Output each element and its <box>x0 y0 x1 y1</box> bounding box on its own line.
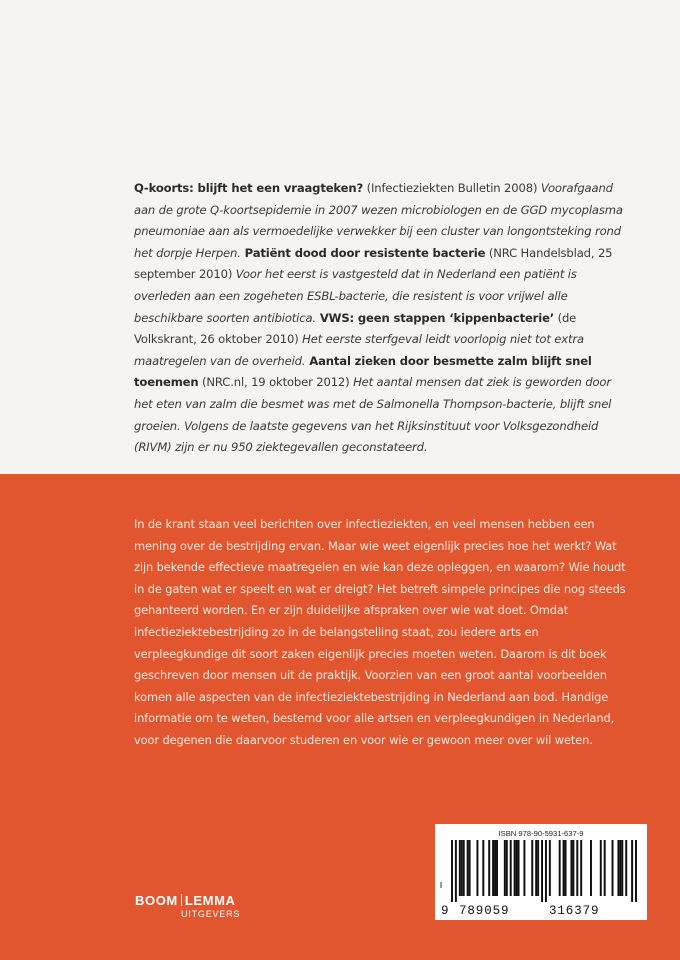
barcode-bar <box>531 840 533 896</box>
barcode-bar <box>600 840 602 896</box>
barcode-bar <box>545 840 547 902</box>
barcode-bar <box>565 840 567 896</box>
quote-4-title: Aantal zieken door besmette zalm blijft snel toenemen <box>134 353 592 390</box>
barcode-bar <box>494 840 496 896</box>
barcode-bar <box>604 840 606 896</box>
barcode-digits-left: 789059 <box>459 904 510 918</box>
quote-2-source: (NRC Handelsblad, 25 september 2010) <box>134 245 613 282</box>
logo-divider <box>181 894 182 906</box>
publisher-subtitle: UITGEVERS <box>181 909 241 919</box>
barcode-bar <box>482 840 484 896</box>
barcode-bar <box>510 840 512 896</box>
quote-2-text: Voor het eerst is vastgesteld dat in Nederland een patiënt is overleden aan een zogeheten ESBL-bacterie, die resistent is voor vrijwel alle beschikbare soorten antibiotica. <box>134 267 577 325</box>
barcode-panel <box>435 824 647 920</box>
barcode-bar <box>459 840 461 896</box>
barcode-bar <box>576 840 578 896</box>
barcode-bar <box>492 840 494 896</box>
ean-barcode <box>451 840 637 902</box>
barcode-bar <box>461 840 463 896</box>
barcode-bar <box>451 840 453 902</box>
barcode-bar <box>625 840 627 896</box>
barcode-bar <box>469 840 471 896</box>
barcode-bar <box>535 840 537 896</box>
quote-2-title: Patiënt dood door resistente bacterie <box>240 245 486 260</box>
quote-1-source: (Infectieziekten Bulletin 2008) <box>363 181 541 195</box>
barcode-bar <box>455 840 457 902</box>
barcode-digit-first: 9 <box>441 904 449 918</box>
publisher-logo <box>135 893 240 920</box>
barcode-bar <box>580 840 582 896</box>
barcode-mark <box>440 882 442 888</box>
publisher-name-right: LEMMA <box>184 893 236 908</box>
barcode-bar <box>467 840 469 896</box>
quote-3-source: (de Volkskrant, 26 oktober 2010) <box>134 310 577 347</box>
barcode-bar <box>514 840 516 896</box>
barcode-bar <box>612 840 614 896</box>
barcode-bar <box>563 840 565 896</box>
barcode-bar <box>559 840 561 896</box>
barcode-bar <box>518 840 520 896</box>
barcode-bar <box>496 840 498 896</box>
barcode-bar <box>488 840 490 896</box>
quote-4-source: (NRC.nl, 19 oktober 2012) <box>198 375 354 390</box>
barcode-bar <box>476 840 478 896</box>
book-description: In de krant staan veel berichten over infectieziekten, en veel mensen hebben een mening over de bestrijding ervan. Maar wie weet eigenlijk precies hoe het werkt? Wat zijn bekende effectieve maatregelen en wie kan deze opleggen, en waarom? Wie houdt in de gaten wat er speelt en wat er dreigt? Het betreft simpele principes die nog steeds gehanteerd worden. En er zijn duidelijke afspraken over wie wat doet. Omdat infectieziektebestrijding zo in de belangstelling staat, zou iedere arts en verpleegkundige dit soort zaken eigenlijk precies moeten weten. Daarom is dit boek geschreven door mensen uit de praktijk. Voorzien van een groot aantal voorbeelden komen alle aspecten van de infectieziektebestrijding in Nederland aan bod. Handige informatie om te weten, bestemd voor alle artsen en verpleegkundigen in Nederland, voor degenen die daarvoor studeren en voor wie er gewoon meer over wil weten. <box>134 517 626 747</box>
barcode-bar <box>621 840 623 896</box>
barcode-bar <box>590 840 592 896</box>
quote-4-text: Het aantal mensen dat ziek is geworden door het eten van zalm die besmet was met de Salmonella Thompson-bacterie, blijft snel groeien. Volgens de laatste gegevens van het Rijksinstituut voor Volksgezondheid (RIVM) zijn er nu 950 ziektegevallen geconstateerd. <box>134 375 612 455</box>
quote-3-text: Het eerste sterfgeval leidt voorlopig niet tot extra maatregelen van de overheid. <box>134 332 584 368</box>
barcode-bar <box>631 840 633 902</box>
barcode-bar <box>504 840 506 896</box>
barcode-bar <box>549 840 551 896</box>
barcode-bar <box>572 840 574 896</box>
quote-1-text: Voorafgaand aan de grote Q-koortsepidemie in 2007 wezen microbiologen en de GGD mycoplasma pneumoniae aan als vermoedelijke verwekker bij een cluster van longontsteking rond het dorpje Herpen. <box>134 181 623 260</box>
press-quotes <box>134 178 624 459</box>
barcode-bar <box>523 840 525 896</box>
barcode-bar <box>635 840 637 902</box>
barcode-bar <box>617 840 619 896</box>
barcode-bar <box>506 840 508 896</box>
barcode-bar <box>570 840 572 896</box>
barcode-bar <box>516 840 518 896</box>
isbn-label: ISBN 978-90-5931-637-9 <box>498 829 584 838</box>
quote-1-title: Q-koorts: blijft het een vraagteken? <box>134 181 364 195</box>
barcode-bar <box>541 840 543 902</box>
publisher-name-left: BOOM <box>135 893 178 908</box>
barcode-bar <box>537 840 539 896</box>
barcode-bar <box>463 840 465 896</box>
barcode-digits-right: 316379 <box>549 904 600 918</box>
quote-3-title: VWS: geen stappen ‘kippenbacterie’ <box>315 310 555 325</box>
barcode-bar <box>619 840 621 896</box>
